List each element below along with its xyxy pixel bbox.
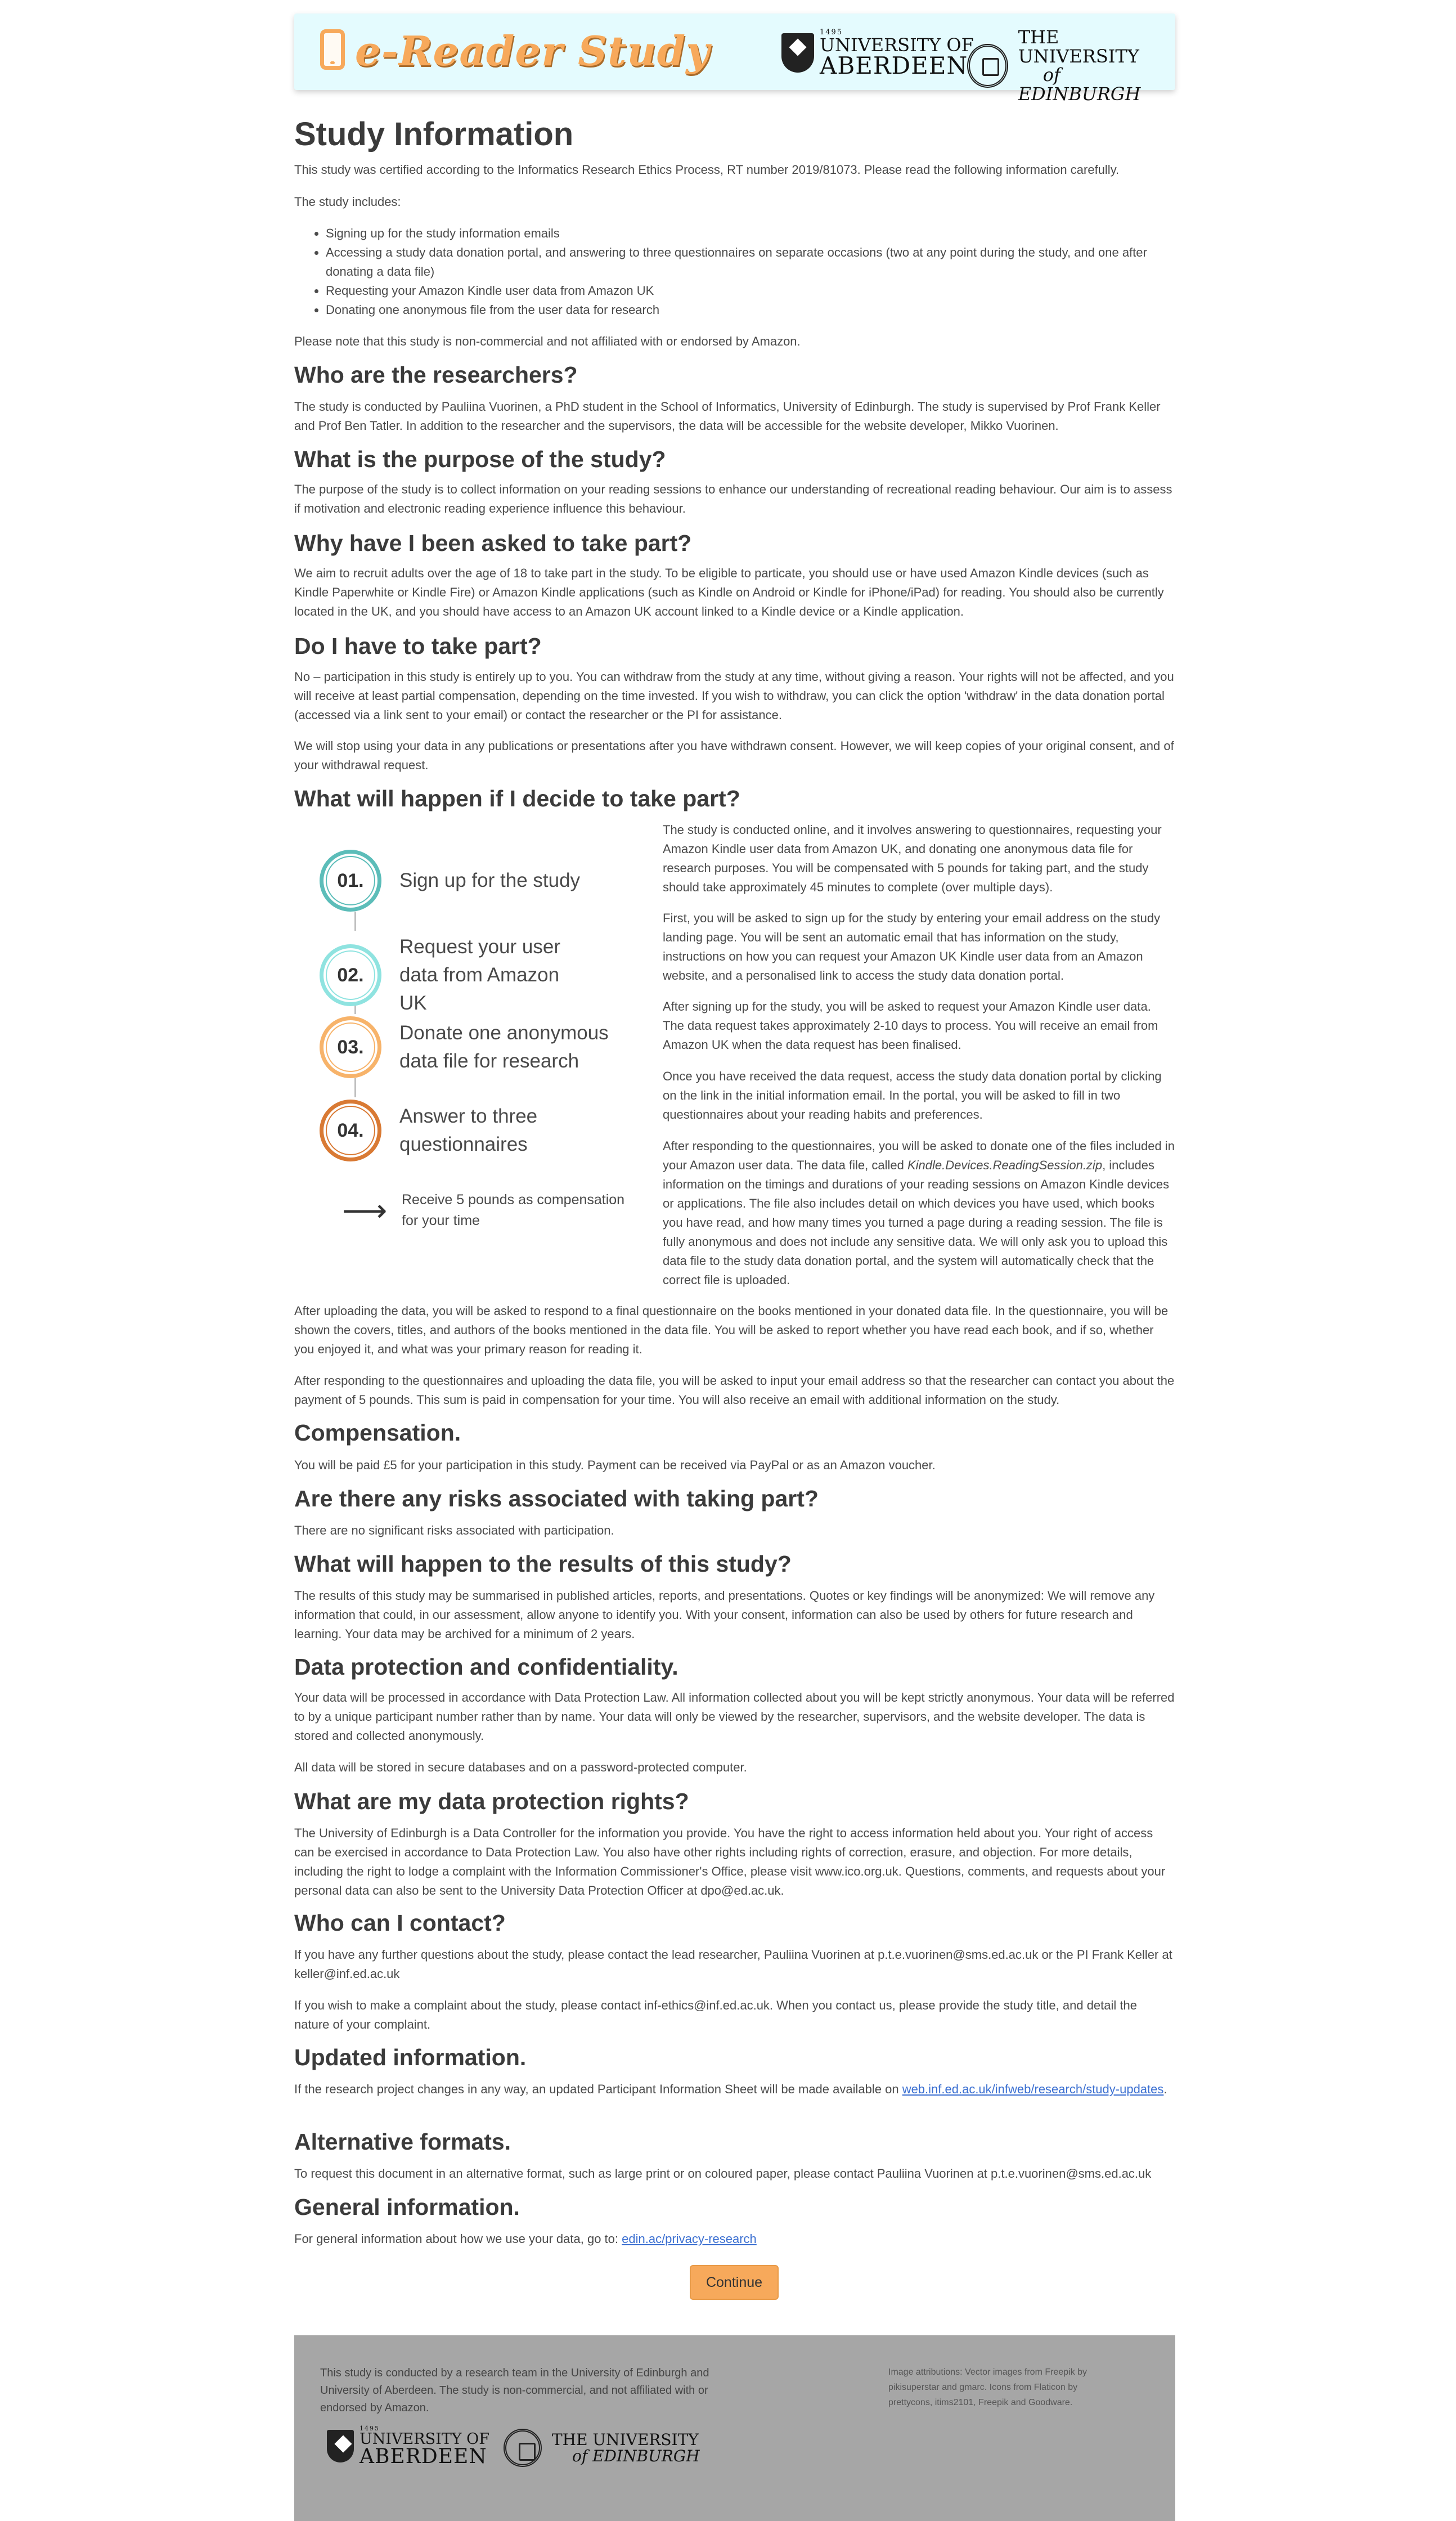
happen-p5-b: , includes information on the timings and durations of your reading sessions on Amazon Kindle devices or applications. The file also includes detail on which devices you have used, which books you have read, and how many times you turned a page during a reading session. The file is fully anonymous and does not include any sensitive data. We will only ask you to upload this data file to the study data donation portal, and the system will automatically check that the correct file is uploaded.	[663, 1158, 1170, 1287]
step-connector	[354, 912, 356, 931]
happen-p5-a: After responding to the questionnaires, you will be asked to donate one of the files included in your Amazon user data. The data file, called	[663, 1139, 1175, 1172]
edinburgh-seal-icon	[504, 2429, 542, 2467]
results-text: The results of this study may be summarised in published articles, reports, and presentations. Quotes or key findings will be anonymized: We will remove any information that could, in our assessment, allow anyone to identify you. With your consent, information can also be used by others for future research and learning. Your data may be archived for a minimum of 2 years.	[294, 1589, 1155, 1641]
edinburgh-line1: THE UNIVERSITY	[552, 2430, 699, 2449]
have-to-text-2: We will stop using your data in any publications or presentations after you have withdrawn consent. However, we will keep copies of your original consent, and of your withdrawal request.	[294, 739, 1174, 772]
happen-p6: After uploading the data, you will be asked to respond to a final questionnaire on the books mentioned in your donated data file. In the questionnaire, you will be shown the covers, titles, and authors of the books mentioned in the data file. You will be asked to report whether you have read each book, and if so, whether you enjoyed it, and what was your primary reason for reading it.	[294, 1304, 1169, 1356]
general-text	[294, 2230, 1175, 2249]
why-heading: Why have I been asked to take part?	[294, 530, 692, 556]
happen-p2: First, you will be asked to sign up for the study by entering your email address on the study landing page. You will be sent an automatic email that has information on the study, instructions on how you can request your Amazon UK Kindle user data from an Amazon website, and a personalised link to access the study data donation portal.	[663, 911, 1161, 983]
continue-button[interactable]: Continue	[690, 2265, 779, 2300]
step-number: 04.	[337, 1119, 364, 1141]
site-footer	[294, 2335, 1175, 2521]
contact-text-1: If you have any further questions about the study, please contact the lead researcher, Pauliina Vuorinen at p.t.e.vuorinen@sms.ed.ac.uk or the PI Frank Keller at keller@inf.ed.ac.uk	[294, 1948, 1172, 1981]
data-file-name: Kindle.Devices.ReadingSession.zip	[907, 1158, 1103, 1172]
step-number: 01.	[337, 869, 364, 891]
contact-text-2: If you wish to make a complaint about the study, please contact inf-ethics@inf.ed.ac.uk. When you contact us, please provide the study title, and detail the nature of your complaint.	[294, 1998, 1137, 2031]
step-circle	[320, 944, 381, 1006]
general-text-body: For general information about how we use your data, go to:	[294, 2232, 622, 2246]
list-item: • Requesting your Amazon Kindle user data from Amazon UK	[326, 281, 1175, 300]
protection-text-2: All data will be stored in secure databases and on a password-protected computer.	[294, 1760, 747, 1774]
step-1	[320, 850, 591, 912]
step-number: 03.	[337, 1036, 364, 1058]
edinburgh-seal-icon	[967, 44, 1008, 88]
happen-p4: Once you have received the data request, access the study data donation portal by clicking on the link in the initial information email. In the portal, you will be asked to fill in two questionnaires about your reading habits and preferences.	[663, 1069, 1162, 1122]
aberdeen-top: UNIVERSITY OF	[820, 34, 974, 56]
compensation-text: You will be paid £5 for your participation in this study. Payment can be received via PayPal or as an Amazon voucher.	[294, 1458, 936, 1472]
rights-text: The University of Edinburgh is a Data Controller for the information you provide. You have the right to access information held about you. Your right of access can be exercised in accordance to Data Protection Law. You also have other rights including rights of correction, erasure, and objection. For more details, including the right to lodge a complaint with the Information Commissioner's Office, please visit www.ico.org.uk. Questions, comments, and requests about your personal data can also be sent to the University Data Protection Officer at dpo@ed.ac.uk.	[294, 1826, 1166, 1898]
step-3	[320, 1016, 619, 1078]
privacy-research-link[interactable]: edin.ac/privacy-research	[622, 2232, 757, 2246]
aberdeen-year: 1495	[820, 28, 843, 37]
aberdeen-main: ABERDEEN	[359, 2445, 487, 2468]
risks-text: There are no significant risks associated with participation.	[294, 1523, 614, 1537]
researchers-text: The study is conducted by Pauliina Vuorinen, a PhD student in the School of Informatics, University of Edinburgh. The study is supervised by Prof Frank Keller and Prof Ben Tatler. In addition to the researcher and the supervisors, the data will be accessible for the website developer, Mikko Vuorinen.	[294, 400, 1161, 433]
aberdeen-year: 1495	[359, 2425, 380, 2432]
rights-heading: What are my data protection rights?	[294, 1788, 689, 1814]
list-item: • Signing up for the study information emails	[326, 224, 1175, 243]
arrow-right-icon: ⟶	[342, 1192, 388, 1228]
step-connector	[354, 1078, 356, 1097]
happen-p3: After signing up for the study, you will be asked to request your Amazon Kindle user data. The data request takes approximately 2-10 days to process. You will receive an email from Amazon UK when the data request has been finalised.	[663, 999, 1158, 1052]
includes-label: The study includes:	[294, 195, 401, 209]
edinburgh-logo	[967, 28, 1175, 104]
step-number: 02.	[337, 964, 364, 986]
step-2	[320, 933, 585, 1017]
why-text: We aim to recruit adults over the age of 18 to take part in the study. To be eligible to particate, you should use or have used Amazon Kindle devices (such as Kindle Paperwhite or Kindle Fire) or Amazon Kindle applications (such as Kindle on Android or Kindle for iPhone/iPad) for reading. You should also be currently located in the UK, and you should have access to an Amazon UK account linked to a Kindle device or a Kindle application.	[294, 566, 1164, 618]
updated-text-end: .	[1163, 2082, 1167, 2096]
researchers-heading: Who are the researchers?	[294, 362, 578, 388]
protection-heading: Data protection and confidentiality.	[294, 1654, 678, 1680]
aberdeen-crest-icon	[327, 2430, 354, 2462]
protection-text-1: Your data will be processed in accordance with Data Protection Law. All information collected about you will be kept strictly anonymous. Your data will be referred to by a unique participant number rather than by name. Your data will only be viewed by the researcher, supervisors, and the website developer. The data is stored and collected anonymously.	[294, 1690, 1175, 1743]
aberdeen-main: ABERDEEN	[820, 51, 968, 79]
updated-text	[294, 2080, 1175, 2099]
updated-text-body: If the research project changes in any way, an updated Participant Information Sheet will be made available on	[294, 2082, 902, 2096]
includes-list	[294, 224, 1175, 320]
contact-heading: Who can I contact?	[294, 1910, 506, 1936]
purpose-text: The purpose of the study is to collect information on your reading sessions to enhance our understanding of recreational reading behaviour. Our aim is to assess if motivation and electronic reading experience influence this behaviour.	[294, 482, 1172, 515]
compensation-heading: Compensation.	[294, 1420, 461, 1446]
page-title: Study Information	[294, 116, 574, 152]
results-heading: What will happen to the results of this study?	[294, 1551, 792, 1577]
happen-p5	[663, 1137, 1175, 1290]
image-attributions: Image attributions: Vector images from Freepik by pikisuperstar and gmarc. Icons from Flaticon by prettycons, itims2101, Freepik and Goodware.	[888, 2367, 1087, 2407]
edinburgh-line2: of EDINBURGH	[572, 2447, 700, 2465]
study-updates-link[interactable]: web.inf.ed.ac.uk/infweb/research/study-updates	[902, 2082, 1164, 2096]
intro-text: This study was certified according to the Informatics Research Ethics Process, RT number 2019/81073. Please read the following information carefully.	[294, 163, 1120, 177]
footer-text: This study is conducted by a research team in the University of Edinburgh and University of Aberdeen. The study is non-commercial, and not affiliated with or endorsed by Amazon.	[320, 2367, 709, 2414]
footer-aberdeen-logo	[327, 2425, 489, 2467]
happen-p1: The study is conducted online, and it involves answering to questionnaires, requesting your Amazon Kindle user data from Amazon UK, and donating one anonymous data file for research purposes. You will be compensated with 5 pounds for taking part, and the study should take approximately 45 minutes to complete (over multiple days).	[663, 823, 1162, 894]
aberdeen-crest-icon	[781, 33, 814, 73]
step-4	[320, 1100, 585, 1161]
step-circle	[320, 850, 381, 912]
edinburgh-line1: THE UNIVERSITY	[1018, 26, 1139, 67]
step-label: Request your user data from Amazon UK	[399, 936, 560, 1014]
list-item: • Accessing a study data donation portal, and answering to three questionnaires on separate occasions (two at any point during the study, and one after donating a data file)	[326, 243, 1175, 281]
footer-edinburgh-logo	[504, 2429, 700, 2467]
site-header	[294, 14, 1175, 105]
list-item: • Donating one anonymous file from the user data for research	[326, 300, 1175, 320]
edinburgh-line2: of EDINBURGH	[1018, 64, 1141, 105]
general-heading: General information.	[294, 2194, 520, 2220]
step-circle	[320, 1100, 381, 1161]
step-label: Donate one anonymous data file for research	[399, 1022, 609, 1072]
updated-heading: Updated information.	[294, 2044, 527, 2070]
happen-p7: After responding to the questionnaires and uploading the data file, you will be asked to input your email address so that the researcher can contact you about the payment of 5 pounds. This sum is paid in compensation for your time. You will also receive an email with additional information on the study.	[294, 1374, 1175, 1407]
step-label: Sign up for the study	[399, 869, 581, 891]
happen-heading: What will happen if I decide to take part?	[294, 786, 740, 811]
step-circle	[320, 1016, 381, 1078]
aberdeen-top: UNIVERSITY OF	[359, 2430, 490, 2448]
site-logo-text: e-Reader Study	[355, 27, 710, 75]
step-final: Receive 5 pounds as compensation for your time	[402, 1192, 625, 1228]
have-to-text-1: No – participation in this study is entirely up to you. You can withdraw from the study at any time, without giving a reason. Your rights will not be affected, and you will receive at least partial compensation, depending on the time invested. If you wish to withdraw, you can click the option 'withdraw' in the data donation portal (accessed via a link sent to your email) or contact the researcher or the PI for assistance.	[294, 670, 1174, 722]
alternative-text: To request this document in an alternative format, such as large print or on coloured paper, please contact Pauliina Vuorinen at p.t.e.vuorinen@sms.ed.ac.uk	[294, 2166, 1152, 2181]
purpose-heading: What is the purpose of the study?	[294, 446, 666, 472]
risks-heading: Are there any risks associated with taking part?	[294, 1486, 819, 1511]
aberdeen-logo	[781, 26, 974, 80]
have-to-heading: Do I have to take part?	[294, 633, 542, 659]
step-label: Answer to three questionnaires	[399, 1105, 538, 1155]
alternative-heading: Alternative formats.	[294, 2129, 511, 2155]
amazon-note: Please note that this study is non-commercial and not affiliated with or endorsed by Amazon.	[294, 334, 801, 348]
tablet-icon	[320, 29, 345, 70]
